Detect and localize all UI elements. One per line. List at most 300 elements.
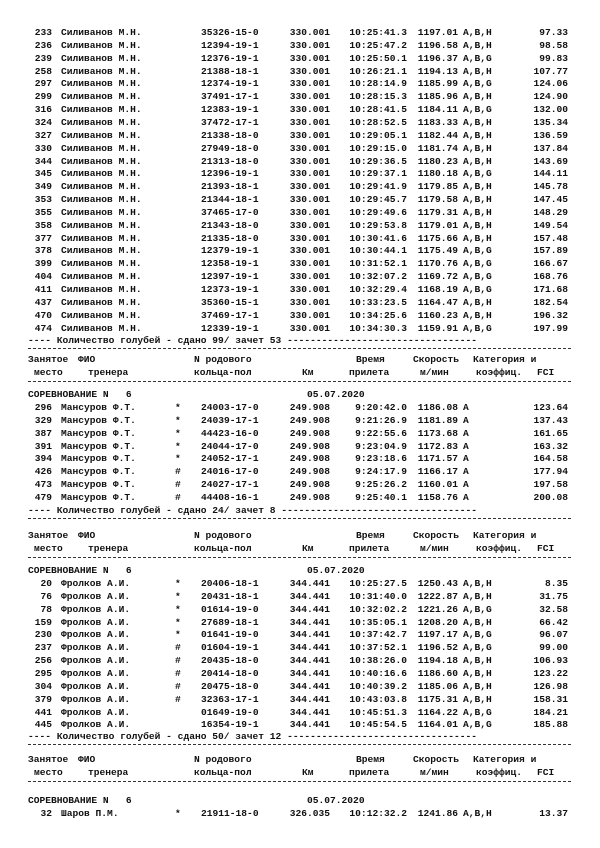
cell-km: 330.001 [289,245,330,257]
cell-name: Фролков А.И. [61,603,131,615]
cell-mark: * [175,453,181,465]
summary-text: ---- Количество голубей - сдано 99/ зачет 53 --------------------------------- [28,335,478,346]
cell-place: 378 [34,245,52,257]
table-row [0,694,600,706]
cell-speed: 1169.72 [417,271,458,283]
cell-place: 441 [34,706,52,718]
cell-time: 10:29:36.5 [349,155,407,167]
cell-fci: 107.77 [533,65,568,77]
cell-speed: 1181.74 [417,142,458,154]
cell-mark: # [175,642,181,654]
cell-fci: 126.98 [533,680,568,692]
cell-speed: 1179.31 [417,206,458,218]
cell-speed: 1196.58 [417,39,458,51]
cell-speed: 1185.06 [417,680,458,692]
cell-fci: 182.54 [533,296,568,308]
cell-name: Мансуров Ф.Т. [61,402,136,413]
cell-speed: 1186.60 [417,667,458,679]
cell-cat: A,B,G [463,719,492,731]
cell-time: 10:29:15.0 [349,142,407,154]
cell-ring: 21338-18-0 [201,129,259,141]
cell-place: 237 [34,642,52,654]
cell-ring: 01649-19-0 [201,706,259,718]
cell-place: 387 [34,427,52,439]
cell-place: 20 [40,578,52,589]
cell-name: Силиванов М.Н. [61,284,142,295]
competition-date: 05.07.2020 [307,795,365,806]
cell-speed: 1158.76 [417,491,458,503]
cell-cat: A [463,453,469,465]
cell-place: 445 [34,719,52,731]
cell-time: 10:29:41.9 [349,181,407,193]
cell-place: 159 [34,616,52,628]
cell-name: Фролков А.И. [61,590,131,602]
cell-cat: A,B,G [463,284,492,295]
cell-mark: * [175,590,181,602]
cell-cat: A,B,H [463,616,492,628]
cell-speed: 1197.17 [417,629,458,641]
cell-time: 10:35:05.1 [349,616,407,628]
cell-name: Силиванов М.Н. [61,322,142,334]
cell-mark: * [175,603,181,615]
cell-cat: A,B,H [463,142,492,154]
cell-cat: A,B,G [463,706,492,718]
cell-cat: A,B,H [463,309,492,321]
cell-ring: 35326-15-0 [201,27,259,38]
header-arrival: прилета [349,767,390,778]
cell-name: Мансуров Ф.Т. [61,491,136,503]
cell-place: 426 [34,466,52,478]
table-row [0,91,600,103]
cell-cat: A,B,H [463,296,492,308]
cell-fci: 200.08 [533,491,568,503]
cell-place: 394 [34,453,52,465]
cell-name: Силиванов М.Н. [61,104,142,116]
cell-name: Силиванов М.Н. [61,245,142,257]
cell-km: 249.908 [289,453,330,465]
header-place-2: место [34,767,63,778]
cell-ring: 24039-17-1 [201,414,259,426]
cell-speed: 1179.01 [417,219,458,231]
table-row [0,719,600,731]
cell-km: 249.908 [289,440,330,452]
cell-place: 353 [34,194,52,206]
competition-title: СОРЕВНОВАНИЕ N 6 [28,565,132,576]
table-row [0,642,600,654]
table-row [0,207,600,219]
header-time: Время [356,354,385,365]
cell-cat: A,B,H [463,155,492,167]
header-coef: коэффиц. [476,543,523,554]
cell-km: 330.001 [289,232,330,244]
cell-mark: * [175,578,181,589]
cell-name: Фролков А.И. [61,719,131,731]
cell-speed: 1221.26 [417,603,458,615]
cell-speed: 1168.19 [417,284,458,295]
cell-time: 10:32:07.2 [349,271,407,283]
cell-name: Силиванов М.Н. [61,309,142,321]
cell-km: 330.001 [289,129,330,141]
table-row [0,104,600,116]
cell-speed: 1164.22 [417,706,458,718]
cell-place: 296 [34,402,52,413]
cell-ring: 21344-18-1 [201,194,259,206]
cell-time: 10:29:05.1 [349,129,407,141]
cell-place: 327 [34,129,52,141]
header-place: Занятое [28,754,69,765]
header-coef: коэффиц. [476,767,523,778]
cell-time: 10:37:42.7 [349,629,407,641]
cell-place: 473 [34,479,52,491]
cell-time: 10:25:50.1 [349,52,407,64]
cell-fci: 168.76 [533,271,568,283]
table-row [0,130,600,142]
header-unit: м/мин [420,767,449,778]
cell-speed: 1208.20 [417,616,458,628]
cell-km: 330.001 [289,116,330,128]
cell-km: 249.908 [289,466,330,478]
table-row [0,604,600,616]
cell-fci: 8.35 [544,578,568,589]
cell-fci: 197.99 [533,322,568,334]
cell-place: 479 [34,491,52,503]
cell-place: 349 [34,181,52,193]
cell-name: Силиванов М.Н. [61,271,142,283]
header-ring: N родового [194,354,252,365]
cell-name: Силиванов М.Н. [61,219,142,231]
cell-place: 233 [34,27,52,38]
cell-cat: A,B,H [463,39,492,51]
cell-name: Фролков А.И. [61,578,131,589]
cell-fci: 123.64 [533,402,568,413]
cell-ring: 20406-18-1 [201,578,259,589]
cell-fci: 136.59 [533,129,568,141]
cell-place: 344 [34,155,52,167]
summary-text: ---- Количество голубей - сдано 24/ зачет 8 ---------------------------------- [28,505,478,516]
cell-place: 32 [40,808,52,819]
cell-fci: 124.06 [533,78,568,90]
header-km: Км [302,767,314,778]
cell-ring: 24027-17-1 [201,479,259,491]
cell-fci: 99.00 [539,642,568,654]
cell-time: 9:23:04.9 [355,440,407,452]
table-row [0,194,600,206]
cell-time: 10:29:53.8 [349,219,407,231]
cell-km: 330.001 [289,155,330,167]
cell-cat: A,B,G [463,52,492,64]
cell-name: Фролков А.И. [61,629,131,641]
cell-time: 10:32:02.2 [349,603,407,615]
cell-speed: 1196.52 [417,642,458,654]
cell-mark: # [175,491,181,503]
cell-ring: 24016-17-0 [201,466,259,478]
cell-place: 437 [34,296,52,308]
cell-time: 9:21:26.9 [355,414,407,426]
cell-time: 10:29:49.6 [349,206,407,218]
cell-time: 10:12:32.2 [349,808,407,819]
competition-line [0,565,600,577]
cell-km: 344.441 [289,629,330,641]
cell-name: Силиванов М.Н. [61,296,142,308]
cell-place: 324 [34,116,52,128]
cell-ring: 21335-18-0 [201,232,259,244]
cell-speed: 1250.43 [417,578,458,589]
cell-fci: 161.65 [533,427,568,439]
cell-time: 9:25:26.2 [355,479,407,491]
cell-km: 344.441 [289,655,330,667]
table-row [0,181,600,193]
header-speed: Скорость [413,530,460,541]
column-header-2 [0,767,600,779]
cell-cat: A [463,427,469,439]
cell-mark: * [175,427,181,439]
cell-place: 474 [34,322,52,334]
cell-ring: 01641-19-0 [201,629,259,641]
cell-speed: 1185.99 [417,78,458,90]
cell-km: 344.441 [289,719,330,731]
cell-km: 344.441 [289,642,330,654]
table-row [0,655,600,667]
cell-name: Мансуров Ф.Т. [61,427,136,439]
cell-speed: 1171.57 [417,453,458,465]
cell-time: 10:45:54.5 [349,719,407,731]
table-row [0,53,600,65]
competition-title: СОРЕВНОВАНИЕ N 6 [28,795,132,806]
header-name: ФИО [78,530,96,541]
competition-line [0,389,600,401]
cell-place: 358 [34,219,52,231]
cell-speed: 1175.66 [417,232,458,244]
cell-fci: 98.58 [539,39,568,51]
cell-time: 10:40:39.2 [349,680,407,692]
table-row [0,143,600,155]
header-arrival: прилета [349,543,390,554]
table-row [0,27,600,39]
header-speed: Скорость [413,754,460,765]
cell-speed: 1185.96 [417,91,458,103]
cell-name: Силиванов М.Н. [61,39,142,51]
cell-cat: A,B,H [463,578,492,589]
cell-name: Мансуров Ф.Т. [61,479,136,491]
table-row [0,220,600,232]
cell-mark: * [175,616,181,628]
cell-place: 411 [34,284,52,295]
cell-name: Силиванов М.Н. [61,78,142,90]
header-time: Время [356,754,385,765]
cell-time: 10:29:45.7 [349,194,407,206]
divider [28,781,571,782]
table-row [0,78,600,90]
cell-time: 10:25:41.3 [349,27,407,38]
cell-place: 355 [34,206,52,218]
competition-date: 05.07.2020 [307,565,365,576]
cell-fci: 149.54 [533,219,568,231]
cell-ring: 37472-17-1 [201,116,259,128]
table-row [0,284,600,296]
cell-ring: 12374-19-1 [201,78,259,90]
cell-mark: * [175,414,181,426]
cell-speed: 1173.68 [417,427,458,439]
cell-ring: 12373-19-1 [201,284,259,295]
cell-cat: A [463,491,469,503]
cell-place: 295 [34,667,52,679]
cell-cat: A,B,H [463,655,492,667]
cell-time: 10:28:41.5 [349,104,407,116]
header-time: Время [356,530,385,541]
cell-fci: 157.48 [533,232,568,244]
cell-ring: 37469-17-1 [201,309,259,321]
cell-name: Силиванов М.Н. [61,168,142,180]
table-row [0,271,600,283]
table-row [0,808,600,820]
cell-cat: A,B,H [463,181,492,193]
cell-time: 10:28:14.9 [349,78,407,90]
cell-cat: A,B,H [463,680,492,692]
cell-cat: A [463,466,469,478]
cell-speed: 1160.01 [417,479,458,491]
summary-line [0,335,600,347]
header-place: Занятое [28,354,69,365]
header-arrival: прилета [349,367,390,378]
cell-place: 379 [34,693,52,705]
cell-name: Силиванов М.Н. [61,181,142,193]
cell-ring: 24044-17-0 [201,440,259,452]
cell-speed: 1181.89 [417,414,458,426]
cell-time: 10:30:44.1 [349,245,407,257]
divider [28,557,571,558]
cell-km: 330.001 [289,194,330,206]
cell-speed: 1166.17 [417,466,458,478]
cell-cat: A,B,G [463,245,492,257]
cell-name: Фролков А.И. [61,642,131,654]
cell-cat: A,B,G [463,271,492,283]
header-name-2: тренера [88,543,129,554]
header-ring: N родового [194,754,252,765]
cell-speed: 1180.23 [417,155,458,167]
cell-ring: 12394-19-1 [201,39,259,51]
header-name: ФИО [78,354,96,365]
cell-fci: 132.00 [533,104,568,116]
table-row [0,466,600,478]
cell-cat: A,B,G [463,258,492,270]
cell-ring: 27689-18-1 [201,616,259,628]
cell-km: 249.908 [289,491,330,503]
table-row [0,310,600,322]
cell-time: 10:26:21.1 [349,65,407,77]
cell-fci: 137.43 [533,414,568,426]
cell-km: 344.441 [289,578,330,589]
cell-km: 344.441 [289,693,330,705]
cell-name: Фролков А.И. [61,693,131,705]
cell-cat: A,B,H [463,116,492,128]
cell-place: 256 [34,655,52,667]
column-header-2 [0,543,600,555]
cell-speed: 1179.85 [417,181,458,193]
cell-speed: 1197.01 [417,27,458,38]
cell-fci: 97.33 [539,27,568,38]
cell-ring: 37491-17-1 [201,91,259,103]
cell-time: 10:28:52.5 [349,116,407,128]
table-row [0,66,600,78]
cell-ring: 12339-19-1 [201,322,259,334]
cell-cat: A,B,H [463,194,492,206]
table-row [0,617,600,629]
header-ring-2: кольца-пол [194,367,252,378]
table-row [0,168,600,180]
header-name-2: тренера [88,367,129,378]
cell-cat: A,B,G [463,603,492,615]
cell-km: 344.441 [289,680,330,692]
cell-place: 399 [34,258,52,270]
cell-name: Силиванов М.Н. [61,155,142,167]
cell-place: 404 [34,271,52,283]
cell-fci: 147.45 [533,194,568,206]
cell-speed: 1164.47 [417,296,458,308]
cell-name: Силиванов М.Н. [61,116,142,128]
cell-fci: 148.29 [533,206,568,218]
cell-place: 377 [34,232,52,244]
cell-mark: # [175,655,181,667]
cell-time: 10:25:27.5 [349,578,407,589]
table-row [0,428,600,440]
cell-cat: A [463,479,469,491]
cell-km: 330.001 [289,271,330,283]
table-row [0,681,600,693]
cell-ring: 24052-17-1 [201,453,259,465]
header-unit: м/мин [420,367,449,378]
cell-name: Силиванов М.Н. [61,206,142,218]
cell-km: 330.001 [289,65,330,77]
cell-km: 344.441 [289,603,330,615]
cell-ring: 21911-18-0 [201,808,259,819]
header-fci: FCI [537,543,555,554]
header-category: Категория и [473,354,537,365]
cell-fci: 96.07 [539,629,568,641]
cell-cat: A,B,G [463,104,492,116]
divider [28,348,571,349]
cell-speed: 1160.23 [417,309,458,321]
cell-name: Силиванов М.Н. [61,52,142,64]
cell-name: Силиванов М.Н. [61,232,142,244]
cell-km: 330.001 [289,91,330,103]
cell-time: 10:38:26.0 [349,655,407,667]
cell-mark: * [175,808,181,819]
cell-name: Мансуров Ф.Т. [61,414,136,426]
cell-km: 344.441 [289,616,330,628]
cell-name: Фролков А.И. [61,680,131,692]
cell-ring: 12379-19-1 [201,245,259,257]
cell-km: 249.908 [289,402,330,413]
cell-ring: 21313-18-0 [201,155,259,167]
cell-cat: A,B,H [463,693,492,705]
cell-km: 249.908 [289,479,330,491]
cell-speed: 1172.83 [417,440,458,452]
table-row [0,402,600,414]
cell-km: 330.001 [289,168,330,180]
cell-ring: 27949-18-0 [201,142,259,154]
cell-ring: 37465-17-0 [201,206,259,218]
cell-cat: A,B,G [463,78,492,90]
header-place-2: место [34,543,63,554]
table-row [0,479,600,491]
cell-mark: * [175,402,181,413]
cell-ring: 12397-19-1 [201,271,259,283]
cell-name: Силиванов М.Н. [61,142,142,154]
cell-ring: 12383-19-1 [201,104,259,116]
cell-km: 330.001 [289,78,330,90]
cell-km: 344.441 [289,667,330,679]
cell-name: Фролков А.И. [61,667,131,679]
